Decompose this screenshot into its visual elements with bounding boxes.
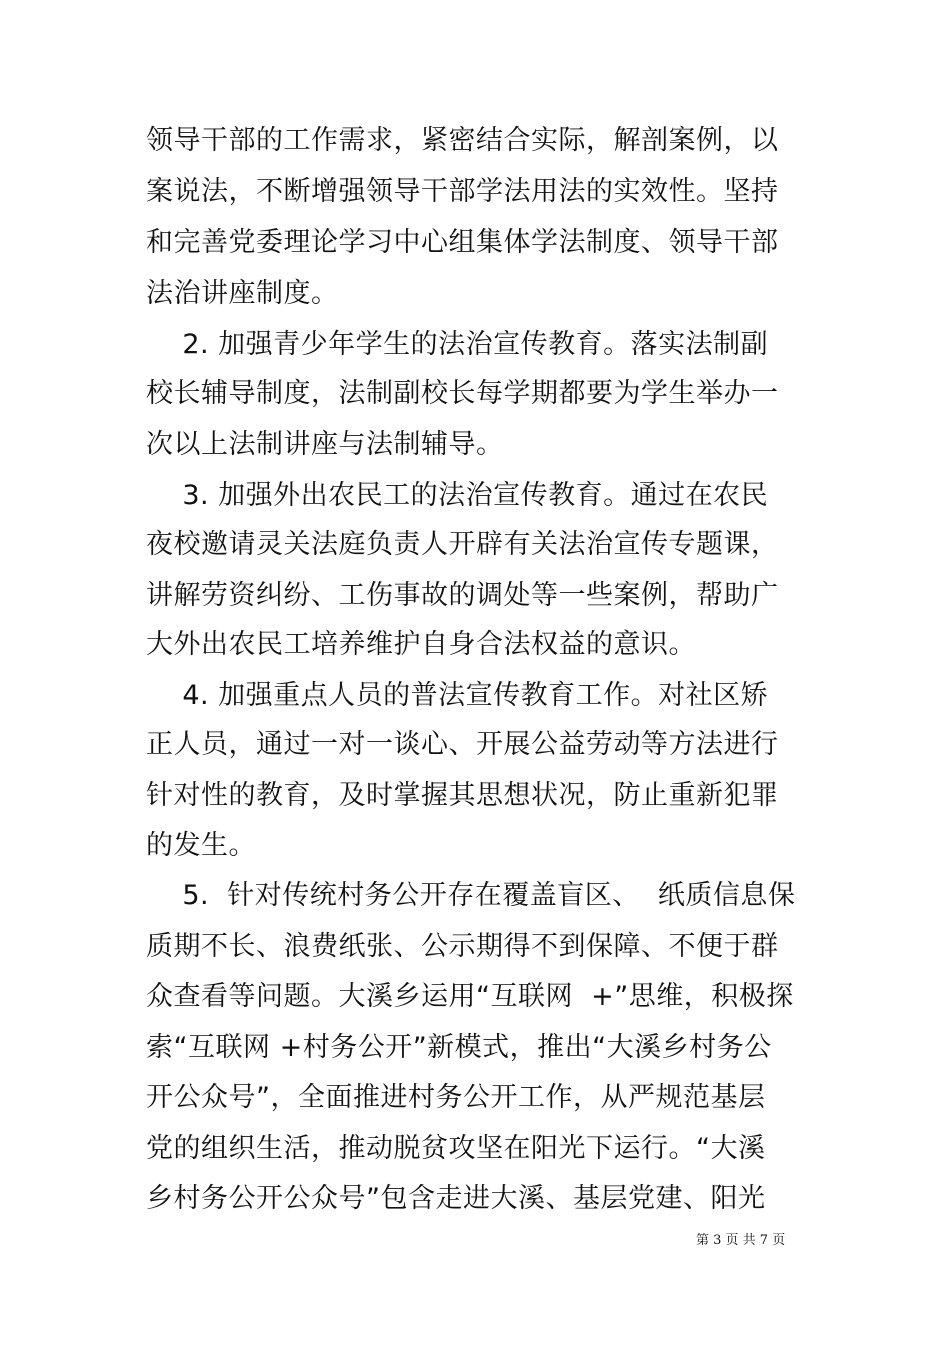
text-line: 5. 针对传统村务公开存在覆盖盲区、 纸质信息保 <box>146 880 796 911</box>
text-line: 2. 加强青少年学生的法治宣传教育。落实法制副 <box>146 329 769 360</box>
text-line: 和完善党委理论学习中心组集体学法制度、领导干部 <box>146 227 779 258</box>
text-line: 针对性的教育，及时掌握其思想状况，防止重新犯罪 <box>146 780 779 811</box>
text-line: 案说法，不断增强领导干部学法用法的实效性。坚持 <box>146 176 779 207</box>
text-line: 开公众号”，全面推进村务公开工作，从严规范基层 <box>146 1082 766 1113</box>
text-line: 4. 加强重点人员的普法宣传教育工作。对社区矫 <box>146 680 769 711</box>
text-line: 夜校邀请灵关法庭负责人开辟有关法治宣传专题课， <box>146 529 779 560</box>
text-line: 次以上法制讲座与法制辅导。 <box>146 429 504 460</box>
text-line: 大外出农民工培养维护自身合法权益的意识。 <box>146 629 696 660</box>
text-line: 正人员，通过一对一谈心、开展公益劳动等方法进行 <box>146 729 779 760</box>
text-line: 讲解劳资纠纷、工伤事故的调处等一些案例，帮助广 <box>146 580 779 611</box>
text-line: 乡村务公开公众号”包含走进大溪、基层党建、阳光 <box>146 1183 766 1214</box>
text-line: 党的组织生活，推动脱贫攻坚在阳光下运行。“大溪 <box>146 1133 766 1164</box>
text-line: 索“互联网 +村务公开”新模式，推出“大溪乡村务公 <box>146 1032 772 1063</box>
page-number: 第 3 页 共 7 页 <box>696 1233 786 1248</box>
text-line: 校长辅导制度，法制副校长每学期都要为学生举办一 <box>146 378 779 409</box>
text-line: 质期不长、浪费纸张、公示期得不到保障、不便于群 <box>146 931 779 962</box>
text-line: 3. 加强外出农民工的法治宣传教育。通过在农民 <box>146 480 769 511</box>
text-line: 领导干部的工作需求，紧密结合实际，解剖案例，以 <box>146 125 779 156</box>
text-line: 的发生。 <box>146 830 256 861</box>
text-line: 众查看等问题。大溪乡运用“互联网 +”思维，积极探 <box>146 981 794 1012</box>
text-line: 法治讲座制度。 <box>146 278 339 309</box>
